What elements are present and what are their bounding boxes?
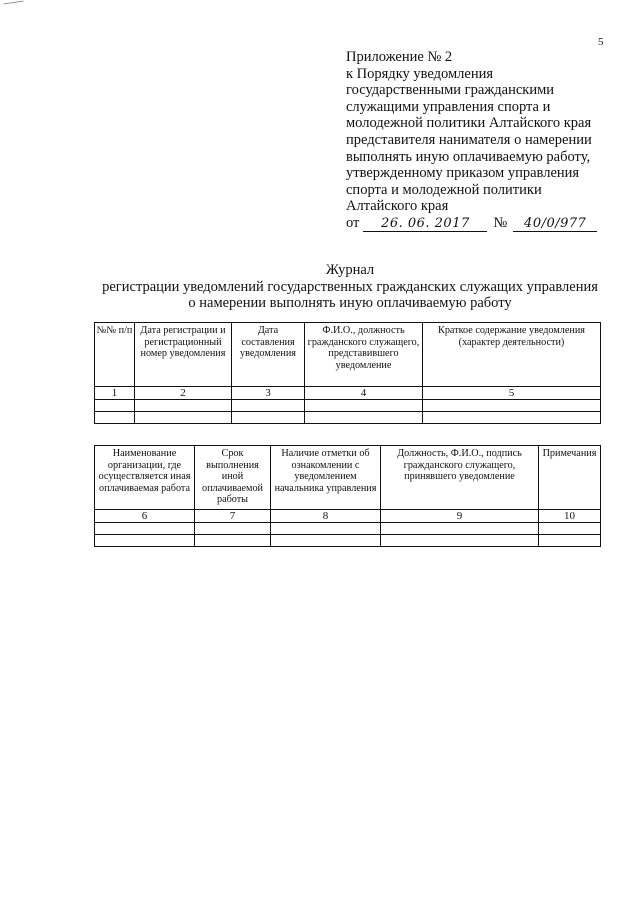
col-header-work-period: Срок выполнения иной оплачиваемой работы xyxy=(195,446,271,510)
appendix-line: к Порядку уведомления xyxy=(346,65,494,82)
table-header-row xyxy=(95,446,601,510)
appendix-line: выполнять иную оплачиваемую работу, xyxy=(346,148,591,165)
journal-subtitle-line1: регистрации уведомлений государственных гражданских служащих управления xyxy=(102,278,598,295)
table-cell[interactable] xyxy=(95,400,135,412)
table-header-row xyxy=(95,323,601,387)
appendix-line: Приложение № 2 xyxy=(346,49,453,65)
table-cell[interactable] xyxy=(305,412,423,424)
col-number: 6 xyxy=(95,510,195,523)
col-number: 1 xyxy=(95,387,135,400)
order-reference xyxy=(346,215,616,232)
appendix-line: государственными гражданскими xyxy=(346,82,555,99)
appendix-line: молодежной политики Алтайского края xyxy=(346,115,592,132)
table-cell[interactable] xyxy=(232,400,305,412)
journal-subtitle-line2: о намерении выполнять иную оплачиваемую работу xyxy=(188,295,512,311)
journal-title: Журнал xyxy=(325,262,375,278)
col-header-compile-date: Дата составления уведомления xyxy=(232,323,305,387)
from-label: от xyxy=(346,214,360,231)
appendix-block xyxy=(346,49,616,232)
number-label: № xyxy=(493,214,508,231)
table-row xyxy=(95,523,601,535)
table-row xyxy=(95,412,601,424)
appendix-line: представителя нанимателя о намерении xyxy=(346,131,592,148)
table-cell[interactable] xyxy=(195,523,271,535)
col-number: 3 xyxy=(232,387,305,400)
table-cell[interactable] xyxy=(232,412,305,424)
col-number: 5 xyxy=(423,387,601,400)
appendix-line: Алтайского края xyxy=(346,198,449,215)
table-cell[interactable] xyxy=(95,523,195,535)
col-number: 2 xyxy=(135,387,232,400)
table-cell[interactable] xyxy=(423,400,601,412)
col-number: 4 xyxy=(305,387,423,400)
table-cell[interactable] xyxy=(539,535,601,547)
table-cell[interactable] xyxy=(271,523,381,535)
order-date-handwritten: 26. 06. 2017 xyxy=(363,216,487,232)
col-number: 10 xyxy=(539,510,601,523)
col-header-notes: Примечания xyxy=(539,446,601,510)
journal-title-block xyxy=(60,262,640,312)
table-row xyxy=(95,400,601,412)
table-cell[interactable] xyxy=(381,535,539,547)
registration-table-part1 xyxy=(94,322,601,424)
appendix-line: спорта и молодежной политики xyxy=(346,181,542,198)
col-header-receiver: Должность, Ф.И.О., подпись гражданского служащего, принявшего уведомление xyxy=(381,446,539,510)
registration-table-part2 xyxy=(94,445,601,547)
table-cell[interactable] xyxy=(135,400,232,412)
col-header-registration: Дата регистрации и регистрационный номер уведомления xyxy=(135,323,232,387)
col-header-number: №№ п/п xyxy=(95,323,135,387)
table-cell[interactable] xyxy=(271,535,381,547)
order-number-handwritten: 40/0/977 xyxy=(513,216,597,232)
table-cell[interactable] xyxy=(95,535,195,547)
table-row xyxy=(95,535,601,547)
table-cell[interactable] xyxy=(539,523,601,535)
table-cell[interactable] xyxy=(135,412,232,424)
col-number: 8 xyxy=(271,510,381,523)
page-number: 5 xyxy=(598,36,604,48)
appendix-line: служащими управления спорта и xyxy=(346,98,551,115)
col-header-employee: Ф.И.О., должность гражданского служащего, представившего уведомление xyxy=(305,323,423,387)
appendix-line: утвержденному приказом управления xyxy=(346,165,580,182)
col-header-acknowledgement: Наличие отметки об ознакомлении с уведомлением начальника управления xyxy=(271,446,381,510)
col-number: 7 xyxy=(195,510,271,523)
scan-corner-mark xyxy=(4,1,25,11)
table-cell[interactable] xyxy=(305,400,423,412)
col-number: 9 xyxy=(381,510,539,523)
col-header-organization: Наименование организации, где осуществляется иная оплачиваемая работа xyxy=(95,446,195,510)
col-header-summary: Краткое содержание уведомления (характер деятельности) xyxy=(423,323,601,387)
table-cell[interactable] xyxy=(423,412,601,424)
table-cell[interactable] xyxy=(195,535,271,547)
table-number-row xyxy=(95,387,601,400)
table-number-row xyxy=(95,510,601,523)
table-cell[interactable] xyxy=(95,412,135,424)
table-cell[interactable] xyxy=(381,523,539,535)
